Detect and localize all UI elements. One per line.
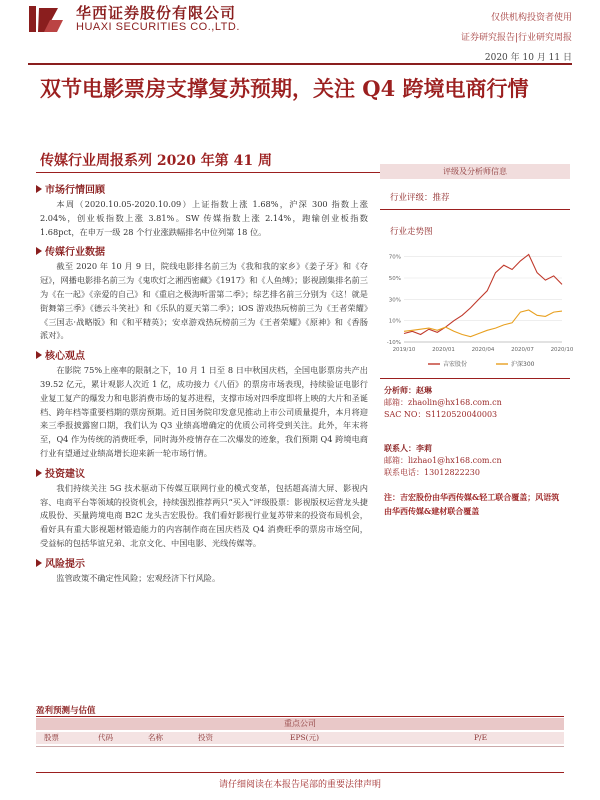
report-date: 2020 年 10 月 11 日	[484, 53, 572, 63]
x-tick-label: 2019/10	[392, 347, 416, 353]
section-paragraph: 在影院 75%上座率的限制之下，10 月 1 日至 8 日中秋国庆档，全国电影票房共产出 39.52 亿元，累计观影人次近 1 亿，成功接力《八佰》的票房市场表现，持续验证电影行业复工复产的爆发力和电影消费市场的复苏进程，支撑市场对四季度即将上映的大片和圣诞档、跨年档等重要档期的票房预期。近日国务院印发意见推动上市公司质量提升，本月将迎来三季报披露窗口期，我们认为 Q3 业绩高增确定的优质公司将受到关注。此外，年末将至，Q4 作为传统的消费旺季，同时海外疫情存在二次爆发的迹象，我们预期 Q4 跨境电商行业有望通过业绩高增长迎来新一轮市场行情。	[40, 365, 368, 458]
analyst-sac: SAC NO：S1120520040003	[384, 410, 498, 419]
y-tick-label: 10%	[388, 318, 401, 325]
subtitle-divider	[36, 172, 381, 173]
section-heading: 市场行情回顾	[45, 185, 105, 196]
legend-label: 沪深300	[511, 361, 535, 368]
column-header: 名称	[148, 733, 163, 742]
section-heading: 核心观点	[45, 351, 85, 363]
section-heading: 传媒行业数据	[45, 247, 105, 259]
company-name-cn: 华西证券股份有限公司	[76, 4, 237, 22]
section-paragraph: 本周（2020.10.05-2020.10.09）上证指数上涨 1.68%，沪深 300 指数上涨 2.04%，创业板指数上涨 3.81%。SW 传媒指数上涨 2.14%，跑输创业板指数 1.68pct，在申万一级 28 个行业涨跌幅排名中位列第 18 位。	[40, 199, 368, 237]
section-data	[36, 243, 368, 343]
column-header: P/E	[474, 733, 488, 742]
column-header: 投资	[198, 733, 213, 742]
company-name-en: HUAXI SECURITIES CO.,LTD.	[76, 21, 240, 33]
section-advice	[36, 465, 368, 551]
trend-chart-label: 行业走势图	[390, 227, 433, 237]
section-paragraph: 截至 2020 年 10 月 9 日，院线电影排名前三为《我和我的家乡》《姜子牙》和《夺冠》，网播电影排名前三为《鬼吹灯之湘西密藏》《1917》和《人鱼缚》；影视剧集排名前三为《在一起》《亲爱的自己》和《重启之极海听雷第二季》；综艺排名前三分别为《这！就是街舞第三季》《德云斗笑社》和《乐队的夏天第二季》；iOS 游戏热玩榜前三为《王者荣耀》《三国志·战略版》和《和平精英》；安卓游戏热玩榜前三为《王者荣耀》《原神》和《香肠派对》。	[40, 261, 368, 341]
section-paragraph: 我们持续关注 5G 技术驱动下传媒互联网行业的模式变革，包括超高清大屏、影视内容、电商平台等领域的投资机会，持续强烈推荐两只“买入”评级股票：影视版权运营龙头捷成股份、买量跨境电商 B2C 龙头吉宏股份。我们看好影视行业复苏带来的投资布局机会，看好具有重大影视题材锻造能力的内容制作商在国庆档及 Q4 消费旺季的票房市场空间，受益标的包括华谊兄弟、北京文化、中国电影、光线传媒等。	[40, 482, 368, 548]
logo-mark-icon	[28, 4, 66, 34]
panel-divider	[380, 378, 570, 379]
section-market	[36, 181, 368, 239]
section-heading: 风险提示	[45, 558, 85, 570]
y-tick-label: 30%	[388, 297, 401, 304]
table-band: 重点公司	[36, 718, 564, 730]
industry-rating: 行业评级：推荐	[390, 193, 450, 203]
x-tick-label: 2020/07	[511, 347, 534, 353]
contact-phone: 联系电话：13012822230	[384, 468, 480, 477]
trend-chart	[382, 242, 574, 372]
analyst-name: 分析师：赵琳	[384, 385, 432, 395]
coverage-note: 注：吉宏股份由华西传媒&轻工联合覆盖；风语筑由华西传媒&建材联合覆盖	[384, 492, 560, 516]
table-divider	[36, 746, 564, 747]
section-arrow-icon	[36, 185, 42, 193]
contact-name: 联系人：李莉	[384, 443, 432, 453]
series-line	[404, 310, 562, 337]
main-content	[36, 178, 368, 590]
legend-label: 吉宏股份	[443, 361, 468, 368]
section-arrow-icon	[36, 469, 42, 477]
section-viewpoint	[36, 347, 368, 461]
table-header-row	[36, 732, 564, 744]
audience-label: 仅供机构投资者使用	[490, 13, 572, 23]
table-divider	[36, 716, 564, 717]
contact-email[interactable]: 邮箱：lizhao1@hx168.com.cn	[384, 456, 502, 465]
section-heading: 投资建议	[45, 468, 85, 480]
y-tick-label: -10%	[386, 340, 401, 346]
section-risk	[36, 555, 368, 586]
header-divider	[28, 63, 572, 65]
column-header: EPS(元)	[290, 733, 320, 742]
column-header: 股票	[44, 733, 59, 742]
series-line	[404, 255, 562, 335]
panel-divider	[380, 209, 570, 210]
section-arrow-icon	[36, 247, 42, 255]
x-tick-label: 2020/01	[432, 347, 455, 353]
legal-disclaimer[interactable]: 请仔细阅读在本报告尾部的重要法律声明	[218, 780, 381, 790]
analyst-email[interactable]: 邮箱：zhaolin@hx168.com.cn	[384, 398, 502, 407]
report-title: 双节电影票房支撑复苏预期，关注 Q4 跨境电商行情	[40, 76, 529, 101]
x-tick-label: 2020/10	[550, 347, 574, 353]
footer-divider	[36, 772, 564, 773]
y-tick-label: 70%	[388, 254, 401, 261]
column-header: 代码	[98, 733, 113, 742]
y-tick-label: 50%	[388, 276, 401, 282]
rating-panel-header: 评级及分析师信息	[380, 164, 570, 179]
section-arrow-icon	[36, 351, 42, 359]
report-subtitle: 传媒行业周报系列 2020 年第 41 周	[40, 153, 272, 169]
x-tick-label: 2020/04	[471, 347, 495, 353]
section-arrow-icon	[36, 559, 42, 567]
report-category: 证券研究报告|行业研究周报	[460, 33, 572, 43]
profit-table-title: 盈利预测与估值	[36, 706, 96, 716]
section-paragraph: 监管政策不确定性风险；宏观经济下行风险。	[56, 572, 221, 583]
